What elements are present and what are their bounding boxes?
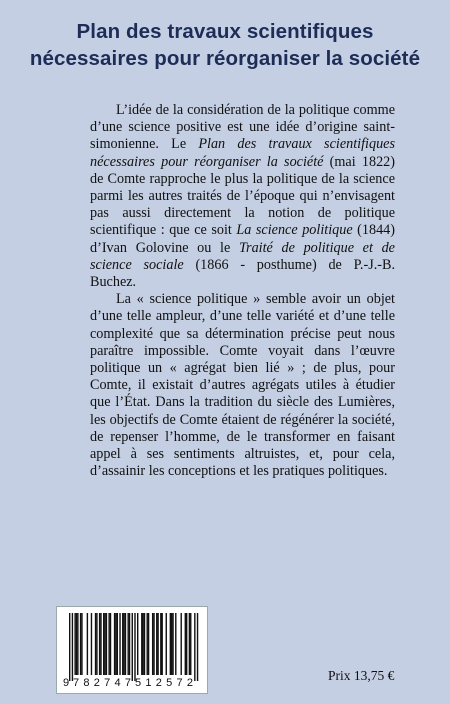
barcode-bar — [99, 613, 100, 675]
barcode-bar — [76, 613, 77, 675]
barcode-bar — [106, 613, 107, 675]
barcode-bar — [171, 613, 172, 675]
barcode-bar — [69, 613, 70, 681]
barcode-bar — [166, 613, 167, 675]
barcode-digit-first: 9 — [63, 677, 70, 689]
barcode-bar — [160, 613, 161, 675]
barcode-bar — [172, 613, 173, 675]
barcode-bar — [148, 613, 149, 675]
barcode-digits-right: 512572 — [135, 677, 193, 689]
barcode-bar — [132, 613, 133, 681]
barcode-bar — [103, 613, 104, 675]
barcode-bar — [129, 613, 130, 675]
barcode-bar — [161, 613, 162, 675]
barcode-bar — [134, 613, 135, 681]
paragraph-2: La « science politique » semble avoir un objet d’une telle ampleur, d’une telle variété et d’une telle complexité que sa détermination précise peut nous paraître impossible. Comte voyait dans l’œuvre politique un « agrégat bien lié » ; de plus, pour Comte, il existait d’autres agrégats utiles à étudier que l’État. Dans la tradition du siècle des Lumières, les objectifs de Comte étaient de régénérer la société, de repenser l’homme, de le transformer en faisant appel à ses sentiments altruistes, et, pour cela, d’assainir les conceptions et les pratiques politiques. — [90, 291, 395, 480]
barcode-bar — [81, 613, 82, 675]
barcode-bar — [74, 613, 75, 675]
barcode-bar — [72, 613, 73, 681]
barcode-graphic — [57, 607, 207, 693]
barcode-bar — [91, 613, 92, 675]
work-title-plan: Plan des travaux scientifiques nécessaires pour réorganiser la société — [90, 136, 395, 170]
barcode-bar — [80, 613, 81, 675]
barcode-bar — [96, 613, 97, 675]
paragraph-1-part-2: (mai 1822) de Comte rapproche le plus la politique de la science parmi les autres traités de l’époque qui n’envisagent pas aussi directement la notion de politique scientifique : que ce soit — [90, 153, 395, 239]
paragraph-1-part-4: (1866 - posthume) de P.-J.-B. Buchez. — [90, 256, 395, 291]
barcode-bar — [104, 613, 105, 675]
barcode-bar — [175, 613, 176, 675]
barcode-bar — [157, 613, 158, 675]
barcode-bar — [108, 613, 109, 675]
barcode-bar — [127, 613, 128, 675]
barcode-bar — [123, 613, 124, 675]
barcode-bar — [141, 613, 142, 675]
barcode-bar — [142, 613, 143, 675]
barcode-bar — [189, 613, 190, 675]
barcode-bar — [119, 613, 120, 675]
barcode-bar — [115, 613, 116, 675]
barcode-bar — [95, 613, 96, 675]
barcode-bar — [117, 613, 118, 675]
barcode-digits-left: 782747 — [73, 677, 131, 689]
barcode-bar — [77, 613, 78, 675]
blurb-text — [90, 102, 395, 480]
barcode-bar — [186, 613, 187, 675]
barcode — [56, 606, 208, 694]
barcode-bar — [194, 613, 195, 681]
price-label: Prix 13,75 € — [328, 668, 395, 683]
paragraph-1 — [90, 102, 395, 291]
barcode-bar — [144, 613, 145, 675]
barcode-bar — [153, 613, 154, 675]
barcode-bar — [170, 613, 171, 675]
barcode-bar — [152, 613, 153, 675]
barcode-bar — [87, 613, 88, 675]
title-line-2: nécessaires pour réorganiser la société — [29, 47, 421, 70]
barcode-bar — [114, 613, 115, 675]
barcode-bar — [110, 613, 111, 675]
paragraph-1-part-1: L’idée de la considération de la politique comme d’une science positive est une idée d’origine saint-simonienne. Le — [90, 102, 395, 153]
barcode-bar — [190, 613, 191, 675]
barcode-bar — [122, 613, 123, 675]
barcode-bar — [156, 613, 157, 675]
title-line-1: Plan des travaux scientifiques — [76, 20, 374, 43]
barcode-bar — [181, 613, 182, 675]
paragraph-1-part-3: (1844) d’Ivan Golovine ou le — [90, 222, 395, 256]
barcode-bar — [197, 613, 198, 681]
barcode-bar — [137, 613, 138, 675]
book-title — [0, 18, 450, 72]
work-title-science-politique: La science politique — [236, 222, 353, 239]
barcode-bar — [100, 613, 101, 675]
work-title-traite: Traité de politique et de science sociale — [90, 239, 395, 273]
barcode-bar — [185, 613, 186, 675]
barcode-bar — [125, 613, 126, 675]
barcode-bar — [147, 613, 148, 675]
